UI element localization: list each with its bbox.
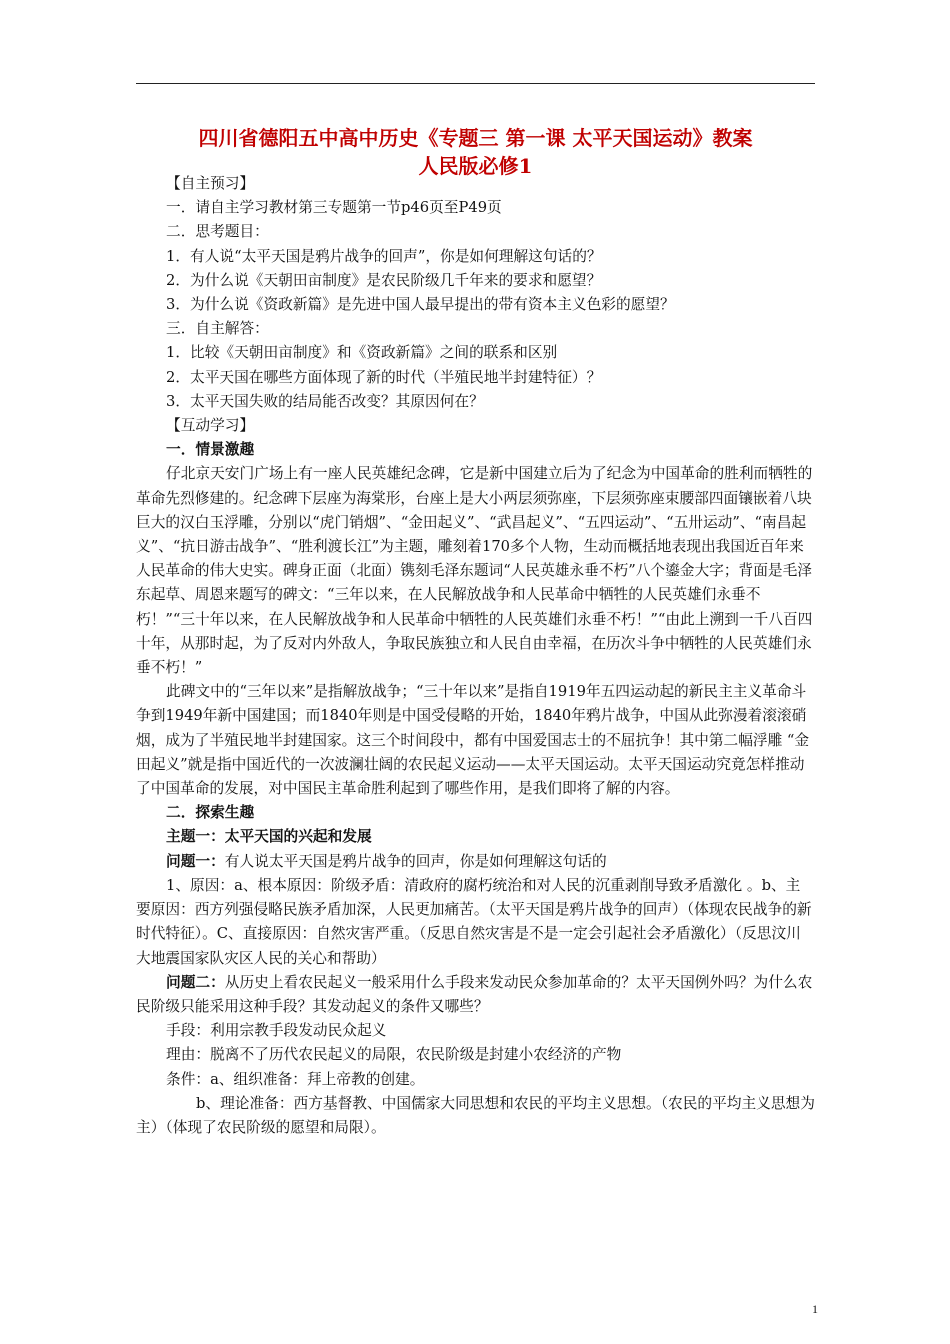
question-2-text: 从历史上看农民起义一般采用什么手段来发动民众参加革命的？太平天国例外吗？为什么农民阶级只能采用这种手段？其发动起义的条件又哪些？ <box>136 973 813 1015</box>
preview-question-1: 1．有人说“太平天国是鸦片战争的回声”，你是如何理解这句话的？ <box>166 247 602 265</box>
preview-question-2: 2．为什么说《天朝田亩制度》是农民阶级几千年来的要求和愿望？ <box>166 271 602 289</box>
condition-a-line: 条件：a、组织准备：拜上帝教的创建。 <box>166 1070 425 1088</box>
paragraph-monument: 仔北京天安门广场上有一座人民英雄纪念碑，它是新中国建立后为了纪念为中国革命的胜利而牺牲的革命先烈修建的。纪念碑下层座为海棠形，台座上是大小两层须弥座，下层须弥座束腰部四面镶嵌着八块巨大的汉白玉浮雕，分别以“虎门销烟”、“金田起义”、“武昌起义”、“五四运动”、“五卅运动”、“南昌起义”、“抗日游击战争”、“胜利渡长江”为主题，雕刻着170多个人物，生动而概括地表现出我国近百年来人民革命的伟大史实。碑身正面（北面）镌刻毛泽东题词“人民英雄永垂不朽”八个鎏金大字；背面是毛泽东起草、周恩来题写的碑文：“三年以来，在人民解放战争和人民革命中牺牲的人民英雄们永垂不朽！”“三十年以来，在人民解放战争和人民革命中牺牲的人民英雄们永垂不朽！”“由此上溯到一千八百四十年，从那时起，为了反对内外敌人，争取民族独立和人民自由幸福，在历次斗争中牺牲的人民英雄们永垂不朽！” <box>136 465 813 677</box>
preview-line-3: 三．自主解答： <box>166 320 269 338</box>
means-line: 手段：利用宗教手段发动民众起义 <box>166 1022 387 1040</box>
condition-b-line: b、理论准备：西方基督教、中国儒家大同思想和农民的平均主义思想。（农民的平均主义思想为主）（体现了农民阶级的愿望和局限）。 <box>136 1094 815 1136</box>
question-1-label: 问题一： <box>166 852 225 870</box>
paragraph-inscription: 此碑文中的“三年以来”是指解放战争；“三十年以来”是指自1919年五四运动起的新民主主义革命斗争到1949年新中国建国；而1840年则是中国受侵略的开始，1840年鸦片战争，中国从此弥漫着滚滚硝烟，成为了半殖民地半封建国家。这三个时间段中，都有中国爱国志士的不屈抗争！其中第二幅浮雕 “金田起义”就是指中国近代的一次波澜壮阔的农民起义运动——太平天国运动。太平天国运动究竟怎样推动了中国革命的发展，对中国民主革命胜利起到了哪些作用，是我们即将了解的内容。 <box>136 683 810 798</box>
document-body <box>136 172 815 1140</box>
theme-1-title: 主题一：太平天国的兴起和发展 <box>166 828 372 846</box>
question-1 <box>136 850 815 874</box>
preview-answer-1: 1．比较《天朝田亩制度》和《资政新篇》之间的联系和区别 <box>166 344 558 362</box>
document-title: 四川省德阳五中高中历史《专题三 第一课 太平天国运动》教案 <box>198 126 753 150</box>
question-1-answer: 1、原因：a、根本原因：阶级矛盾：清政府的腐朽统治和对人民的沉重剥削导致矛盾激化 。b、主要原因：西方列强侵略民族矛盾加深，人民更加痛苦。（太平天国是鸦片战争的回声）（体现农民战争的新时代特征）。C、直接原因：自然灾害严重。（反思自然灾害是不是一定会引起社会矛盾激化）（反思汶川大地震国家队灾区人民的关心和帮助） <box>136 876 812 967</box>
preview-line-2: 二．思考题目： <box>166 223 269 241</box>
document-subtitle: 人民版必修1 <box>418 154 533 178</box>
question-2 <box>136 971 815 1019</box>
preview-answer-3: 3．太平天国失败的结局能否改变？其原因何在？ <box>166 392 484 410</box>
question-2-label: 问题二： <box>166 973 225 991</box>
page-number: 1 <box>812 1302 818 1316</box>
subsection-title-1: 一．情景激趣 <box>166 441 255 459</box>
question-1-text: 有人说太平天国是鸦片战争的回声，你是如何理解这句话的 <box>224 852 607 870</box>
preview-line-1: 一．请自主学习教材第三专题第一节p46页至P49页 <box>166 199 502 217</box>
section-header-preview: 【自主预习】 <box>166 175 255 192</box>
preview-question-3: 3．为什么说《资政新篇》是先进中国人最早提出的带有资本主义色彩的愿望？ <box>166 296 675 314</box>
preview-answer-2: 2．太平天国在哪些方面体现了新的时代（半殖民地半封建特征）？ <box>166 368 602 386</box>
reason-line: 理由：脱离不了历代农民起义的局限，农民阶级是封建小农经济的产物 <box>166 1046 622 1064</box>
subsection-title-2: 二．探索生趣 <box>166 804 255 822</box>
header-rule <box>136 83 815 84</box>
section-header-interactive: 【互动学习】 <box>166 417 255 435</box>
